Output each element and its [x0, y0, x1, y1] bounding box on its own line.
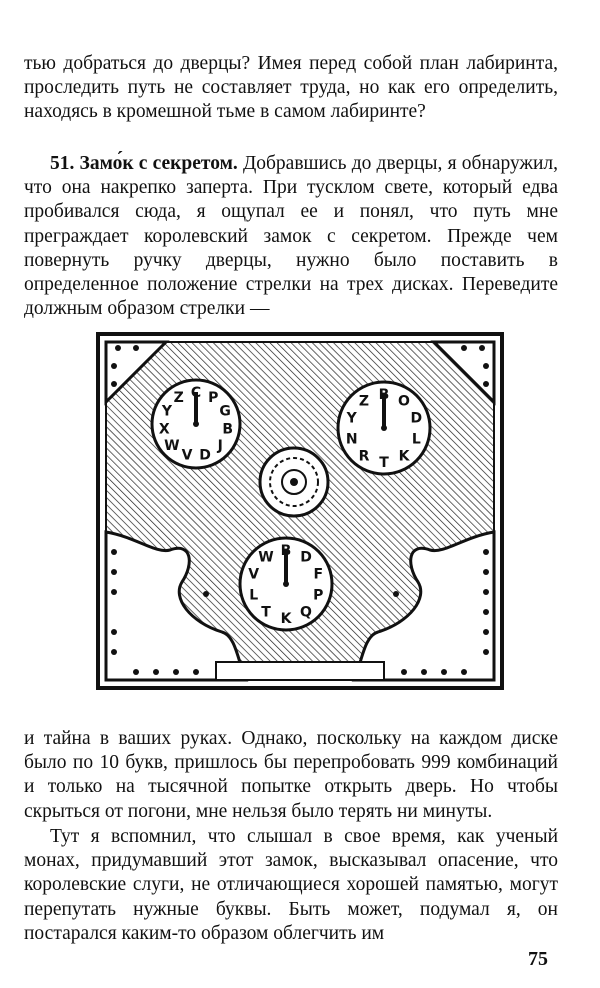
paragraph-1-text: тью добраться до дверцы? Имея перед собой план лабиринта, проследить путь не составляет труда, но как его определить, находясь в кромешной тьме в самом лабиринте?: [24, 53, 558, 123]
paragraph-4-text: Тут я вспомнил, что слышал в свое время, как ученый монах, придумавший этот замок, высказывал опасение, что королевские слуги, не отличающиеся хорошей памятью, могут перепутать нужные буквы. Быть может, подумал я, он постарался каким-то образом облегчить им: [24, 826, 558, 944]
dial-bottom-letter: T: [261, 604, 271, 621]
dial-upper-left-letter: X: [158, 421, 170, 438]
dial-upper-left-letter: W: [164, 438, 180, 454]
dial-upper-left-letter: D: [199, 447, 211, 464]
dial-bottom-letter: K: [280, 611, 292, 627]
dial-upper-left-letter: Z: [173, 390, 184, 407]
paragraph-1: [24, 52, 558, 125]
dial-upper-right-letter: B: [378, 387, 390, 403]
bottom-band: [216, 662, 384, 680]
dial-upper-right-letter: R: [358, 448, 370, 465]
paragraph-3-text: и тайна в ваших руках. Однако, поскольку на каждом диске было по 10 букв, пришлось бы перепробовать 999 комбинаций и только на тысячной попытке открыть дверь. Но чтобы скрыться от погони, мне нельзя было терять ни минуты.: [24, 728, 558, 822]
dial-bottom-letter: V: [248, 566, 260, 583]
dial-upper-left-letter: Y: [161, 403, 172, 420]
dial-upper-right-letter: N: [345, 431, 358, 448]
dial-upper-left-letter: P: [208, 390, 219, 407]
dial-upper-left: [152, 380, 240, 468]
dial-bottom-letter: W: [258, 549, 274, 566]
dial-upper-left-letter: B: [222, 421, 234, 438]
lock-illustration: [96, 332, 504, 690]
dial-upper-left-letter: J: [217, 438, 223, 454]
dial-upper-right: [338, 382, 430, 474]
dial-upper-right-letter: O: [398, 393, 410, 410]
dial-upper-right-letter: L: [411, 431, 421, 448]
dial-upper-right-letter: T: [379, 455, 389, 471]
dial-bottom-letter: P: [313, 587, 324, 604]
dial-upper-left-letter: V: [181, 447, 193, 464]
section-heading: 51. Замо́к с секретом.: [50, 153, 238, 174]
page-number: 75: [528, 948, 548, 970]
dial-upper-left-letter: G: [219, 403, 231, 420]
dial-upper-right-letter: Y: [346, 410, 357, 427]
dial-upper-right-letter: D: [410, 410, 423, 427]
dial-upper-left-letter: C: [190, 385, 202, 401]
dial-upper-right-letter: K: [398, 448, 410, 465]
paragraph-3: [24, 727, 558, 824]
dial-bottom-letter: Q: [300, 604, 312, 621]
dial-bottom: [240, 538, 332, 630]
door-knob: [260, 448, 328, 516]
paragraph-2: [24, 152, 558, 321]
dial-bottom-letter: D: [300, 549, 312, 566]
dial-bottom-letter: B: [280, 543, 292, 559]
dial-upper-right-letter: Z: [358, 393, 370, 410]
paragraph-4: [24, 825, 558, 946]
dial-bottom-letter: L: [249, 587, 259, 604]
dial-bottom-letter: F: [313, 566, 324, 583]
paragraph-2-text: Добравшись до дверцы, я обнаружил, что она накрепко заперта. При тусклом свете, который едва пробивался сюда, я ощупал ее и понял, что путь мне преграждает королевский замок с секретом. Прежде чем повернуть ручку дверцы, нужно было поставить в определенное положение стрелки на трех дисках. Переведите должным образом стрелки —: [24, 153, 558, 320]
